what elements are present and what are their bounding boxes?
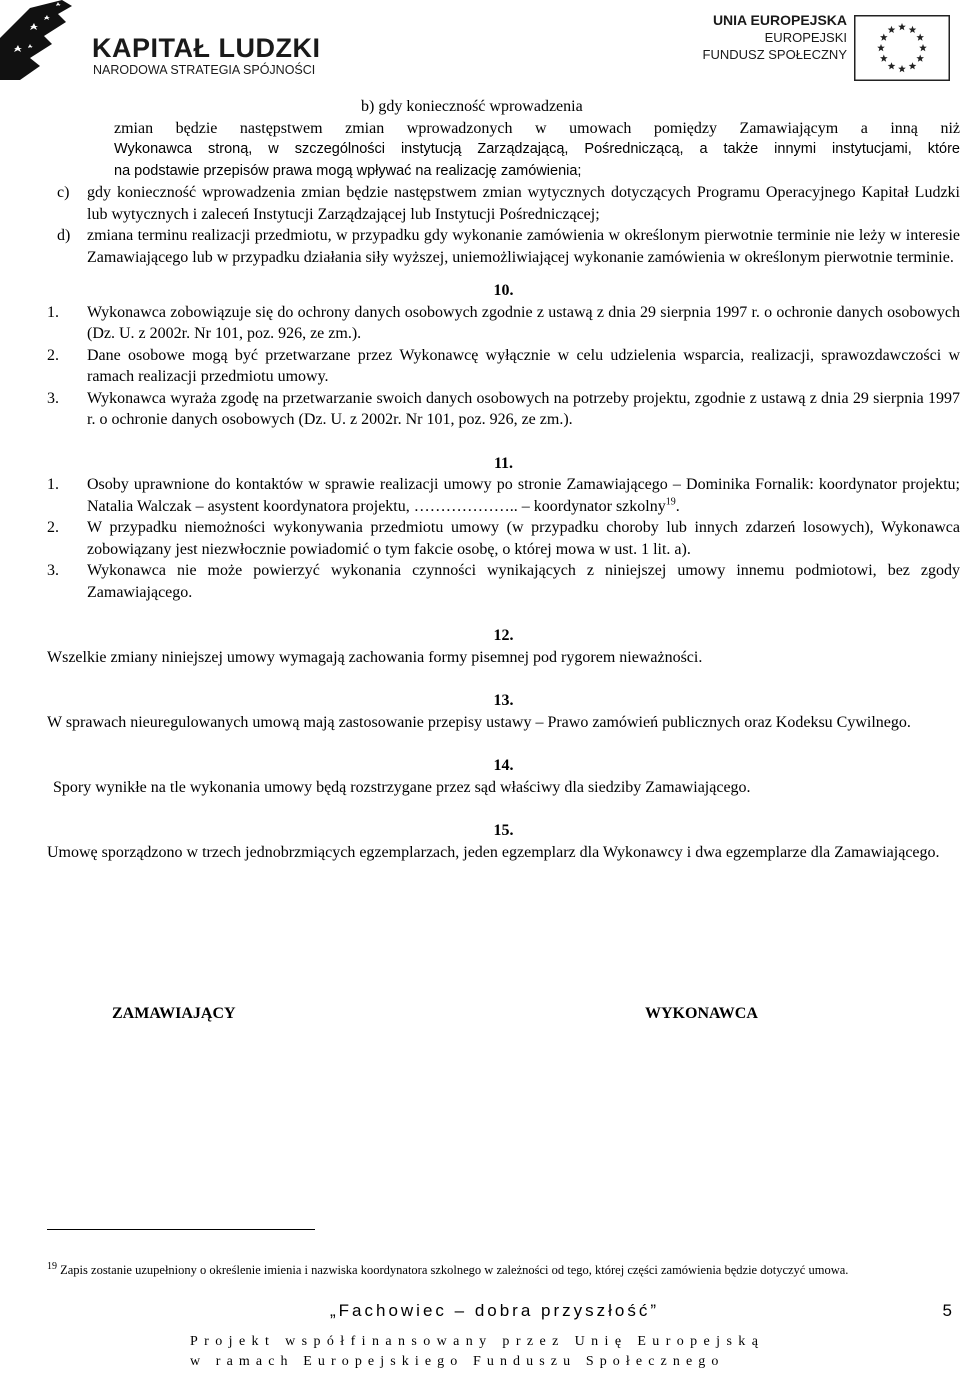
footer-line-1: Projekt współfinansowany przez Unię Europejską bbox=[190, 1334, 765, 1349]
logo-subtitle: NARODOWA STRATEGIA SPÓJNOŚCI bbox=[93, 63, 316, 77]
kapital-ludzki-emblem-icon bbox=[0, 0, 84, 80]
item-text: Wykonawca zobowiązuje się do ochrony danych osobowych zgodnie z ustawą z dnia 29 sierpnia 1997 r. o ochronie danych osobowych (Dz. U. z 2002r. Nr 101, poz. 926, ze zm.). bbox=[87, 303, 960, 342]
item-text-body: Osoby uprawnione do kontaktów w sprawie realizacji umowy po stronie Zamawiającego – Dominika Fornalik: koordynator projektu; Natalia Walczak – asystent koordynatora projektu, ……………….. – koordynator szkolny bbox=[87, 476, 960, 515]
list-item bbox=[47, 474, 960, 517]
section-10-title: 10. bbox=[493, 282, 514, 299]
item-label: d) bbox=[57, 227, 71, 244]
item-number: 2. bbox=[47, 346, 59, 364]
list-item bbox=[47, 388, 960, 431]
footnote-text: Zapis zostanie uzupełniony o określenie imienia i nazwiska koordynatora szkolnego w zależności od tego, której części zamówienia będzie dotyczyć umowa. bbox=[60, 1263, 849, 1277]
section-12-text: Wszelkie zmiany niniejszej umowy wymagają zachowania formy pisemnej pod rygorem nieważności. bbox=[47, 648, 703, 666]
item-number: 1. bbox=[47, 476, 59, 493]
eu-flag-icon bbox=[854, 15, 950, 81]
signature-contracting-party: ZAMAWIAJĄCY bbox=[112, 1005, 236, 1022]
footnote-number: 19 bbox=[47, 1260, 57, 1272]
section-11-title: 11. bbox=[493, 454, 514, 472]
section-11-list bbox=[47, 474, 960, 603]
item-b-line: zmian będzie następstwem zmian wprowadzonych w umowach pomiędzy Zamawiającym a inną niż bbox=[114, 119, 960, 137]
item-number: 3. bbox=[47, 562, 59, 579]
eu-line2: EUROPEJSKI bbox=[764, 30, 847, 45]
item-b-text bbox=[47, 118, 960, 183]
section-15-title: 15. bbox=[493, 822, 514, 839]
document-body bbox=[47, 96, 960, 863]
item-d bbox=[57, 225, 960, 268]
section-15-text: Umowę sporządzono w trzech jednobrzmiących egzemplarzach, jeden egzemplarz dla Wykonawcy i dwa egzemplarze dla Zamawiającego. bbox=[47, 843, 940, 861]
page-number: 5 bbox=[942, 1301, 952, 1320]
project-slogan: „Fachowiec – dobra przyszłość” bbox=[330, 1301, 660, 1320]
item-text: gdy konieczność wprowadzenia zmian będzie następstwem zmian wytycznych dotyczących Programu Operacyjnego Kapitał Ludzki lub wytycznych i zaleceń Instytucji Zarządzającej lub Instytucji Pośredniczącej; bbox=[87, 184, 960, 223]
kapital-ludzki-logo bbox=[0, 0, 320, 85]
page-header bbox=[0, 0, 960, 90]
footer-line-2: w ramach Europejskiego Funduszu Społecznego bbox=[190, 1354, 725, 1369]
item-c bbox=[57, 182, 960, 225]
eu-label bbox=[703, 12, 847, 63]
signature-contractor: WYKONAWCA bbox=[645, 1005, 758, 1022]
footnote-ref: 19 bbox=[665, 496, 676, 508]
section-13-text: W sprawach nieuregulowanych umową mają zastosowanie przepisy ustawy – Prawo zamówień publicznych oraz Kodeksu Cywilnego. bbox=[47, 713, 911, 731]
item-b-head: b) gdy konieczność wprowadzenia bbox=[361, 98, 583, 115]
logo-title: KAPITAŁ LUDZKI bbox=[92, 33, 321, 63]
item-b-line: Wykonawca stroną, w szczególności instytucją Zarządzającą, Pośredniczącą, a także innymi instytucjami, które bbox=[114, 141, 960, 157]
section-14-text: Spory wynikłe na tle wykonania umowy będą rozstrzygane przez sąd właściwy dla siedziby Zamawiającego. bbox=[53, 778, 751, 796]
item-text: Wykonawca nie może powierzyć wykonania czynności wynikających z niniejszej umowy innemu podmiotowi, bez zgody Zamawiającego. bbox=[87, 562, 960, 601]
section-14-title: 14. bbox=[493, 757, 514, 774]
item-text: W przypadku niemożności wykonywania przedmiotu umowy (w przypadku choroby lub innych zdarzeń losowych), Wykonawca zobowiązany jest niezwłocznie powiadomić o tym fakcie osobę, o której mowa w ust. 1 lit. a). bbox=[87, 519, 960, 558]
item-label: c) bbox=[57, 184, 70, 201]
list-item bbox=[47, 345, 960, 388]
list-item bbox=[47, 517, 960, 560]
item-number: 2. bbox=[47, 519, 59, 536]
eu-line1: UNIA EUROPEJSKA bbox=[712, 12, 847, 28]
list-item bbox=[47, 560, 960, 603]
eu-line3: FUNDUSZ SPOŁECZNY bbox=[702, 47, 847, 62]
item-number: 3. bbox=[47, 389, 59, 407]
section-13-title: 13. bbox=[493, 692, 514, 709]
item-b-line: na podstawie przepisów prawa mogą wpływać na realizację zamówienia; bbox=[114, 162, 582, 179]
footnote bbox=[47, 1262, 960, 1279]
list-item bbox=[47, 302, 960, 345]
item-text bbox=[87, 474, 960, 517]
item-text: zmiana terminu realizacji przedmiotu, w przypadku gdy wykonanie zamówienia w określonym pierwotnie terminie nie leży w interesie Zamawiającego lub w przypadku działania siły wyższej, uniemożliwiającej wykonanie zamówienia w określonym pierwotnie terminie. bbox=[87, 227, 960, 266]
item-text: Wykonawca wyraża zgodę na przetwarzanie swoich danych osobowych na potrzeby projektu, zgodnie z ustawą z dnia 29 sierpnia 1997 r. o ochronie danych osobowych (Dz. U. z 2002r. Nr 101, poz. 926, ze zm.). bbox=[87, 389, 960, 428]
section-10-list bbox=[47, 302, 960, 431]
item-text: Dane osobowe mogą być przetwarzane przez Wykonawcę wyłącznie w celu udzielenia wsparcia, realizacji, sprawozdawczości w ramach realizacji przedmiotu umowy. bbox=[87, 346, 960, 385]
item-number: 1. bbox=[47, 303, 59, 321]
item-text-end: . bbox=[675, 497, 680, 515]
section-12-title: 12. bbox=[493, 627, 514, 644]
footnote-divider bbox=[47, 1229, 315, 1230]
